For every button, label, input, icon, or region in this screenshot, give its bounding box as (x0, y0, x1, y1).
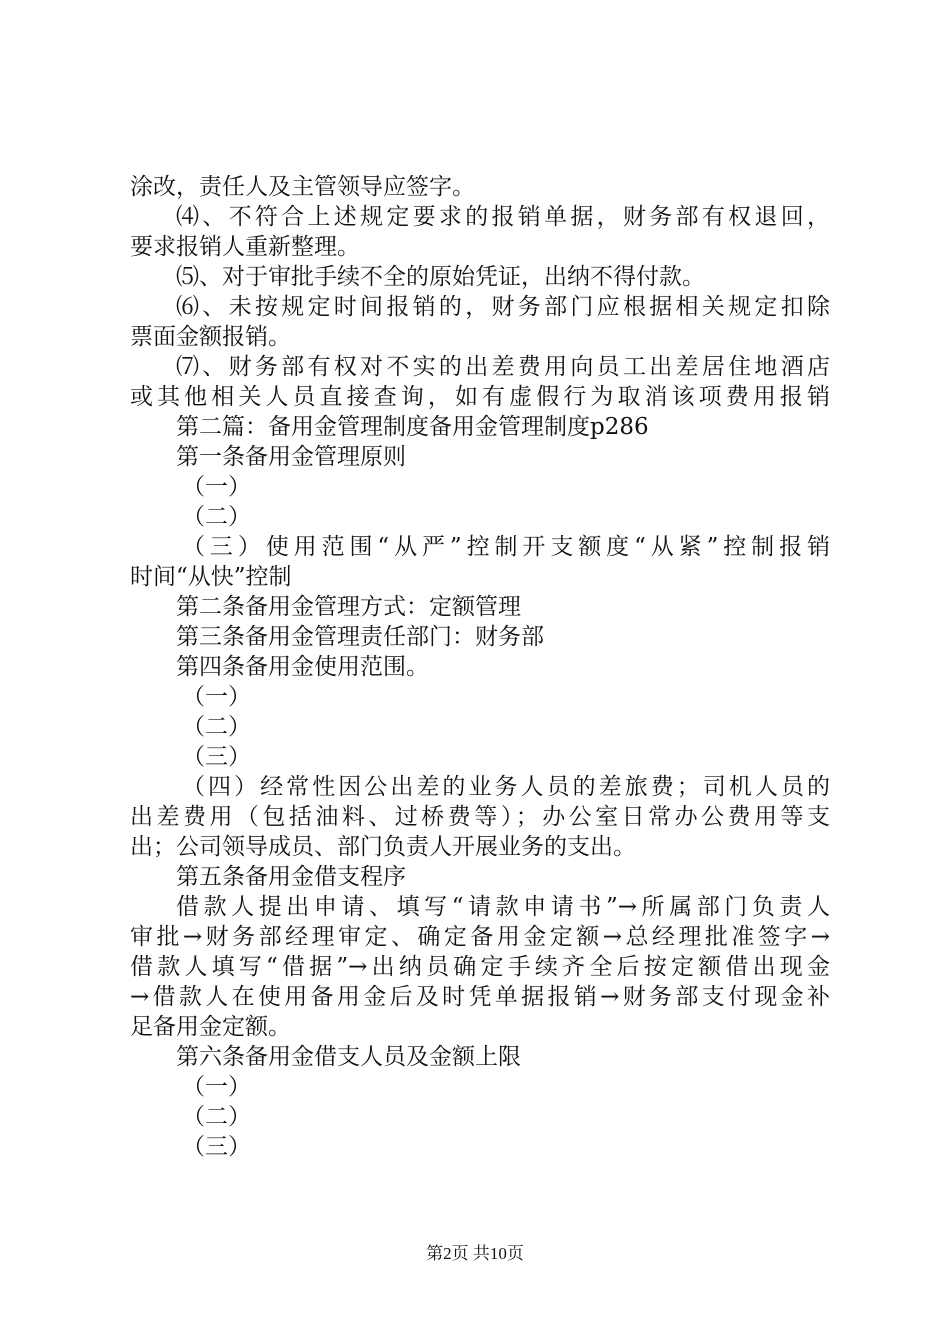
list-item: （一） (182, 474, 251, 500)
paragraph-line: 出差费用（包括油料、过桥费等）；办公室日常办公费用等支 (130, 804, 830, 830)
paragraph-line: 出；公司领导成员、部门负责人开展业务的支出。 (130, 834, 636, 860)
document-body (130, 172, 830, 1162)
paragraph-line: ⑸、对于审批手续不全的原始凭证，出纳不得付款。 (176, 264, 705, 290)
list-item: （一） (182, 1074, 251, 1100)
paragraph-line: 借款人填写“借据”→出纳员确定手续齐全后按定额借出现金 (130, 954, 830, 980)
paragraph-line: ⑺、财务部有权对不实的出差费用向员工出差居住地酒店 (176, 354, 830, 380)
article-heading: 第五条备用金借支程序 (176, 864, 406, 890)
article-heading: 第六条备用金借支人员及金额上限 (176, 1044, 521, 1070)
list-item: （三）使用范围“从严”控制开支额度“从紧”控制报销 (182, 534, 830, 560)
article-heading: 第二条备用金管理方式：定额管理 (176, 594, 521, 620)
article-heading: 第一条备用金管理原则 (176, 444, 406, 470)
list-item: （一） (182, 684, 251, 710)
list-item: （三） (182, 744, 251, 770)
article-heading: 第三条备用金管理责任部门：财务部 (176, 624, 544, 650)
page-number-footer: 第2页 共10页 (426, 1244, 524, 1263)
paragraph-line: 涂改，责任人及主管领导应签字。 (130, 174, 475, 200)
paragraph-line: ⑷、不符合上述规定要求的报销单据，财务部有权退回， (176, 204, 830, 230)
list-item: （二） (182, 714, 251, 740)
paragraph-line: 票面金额报销。 (130, 324, 291, 350)
list-item: （二） (182, 1104, 251, 1130)
list-item: （二） (182, 504, 251, 530)
list-item: （三） (182, 1134, 251, 1160)
paragraph-line: 时间“从快”控制 (130, 564, 292, 590)
article-heading: 第四条备用金使用范围。 (176, 654, 429, 680)
paragraph-line: 审批→财务部经理审定、确定备用金定额→总经理批准签字→ (130, 924, 830, 950)
paragraph-line: 要求报销人重新整理。 (130, 234, 360, 260)
paragraph-line: 借款人提出申请、填写“请款申请书”→所属部门负责人 (176, 894, 830, 920)
section-heading: 第二篇：备用金管理制度备用金管理制度p286 (176, 414, 649, 440)
paragraph-line: →借款人在使用备用金后及时凭单据报销→财务部支付现金补 (130, 984, 830, 1010)
paragraph-line: 或其他相关人员直接查询，如有虚假行为取消该项费用报销 (130, 384, 830, 410)
paragraph-line: ⑹、未按规定时间报销的，财务部门应根据相关规定扣除 (176, 294, 830, 320)
paragraph-line: 足备用金定额。 (130, 1014, 291, 1040)
list-item: （四）经常性因公出差的业务人员的差旅费；司机人员的 (182, 774, 830, 800)
